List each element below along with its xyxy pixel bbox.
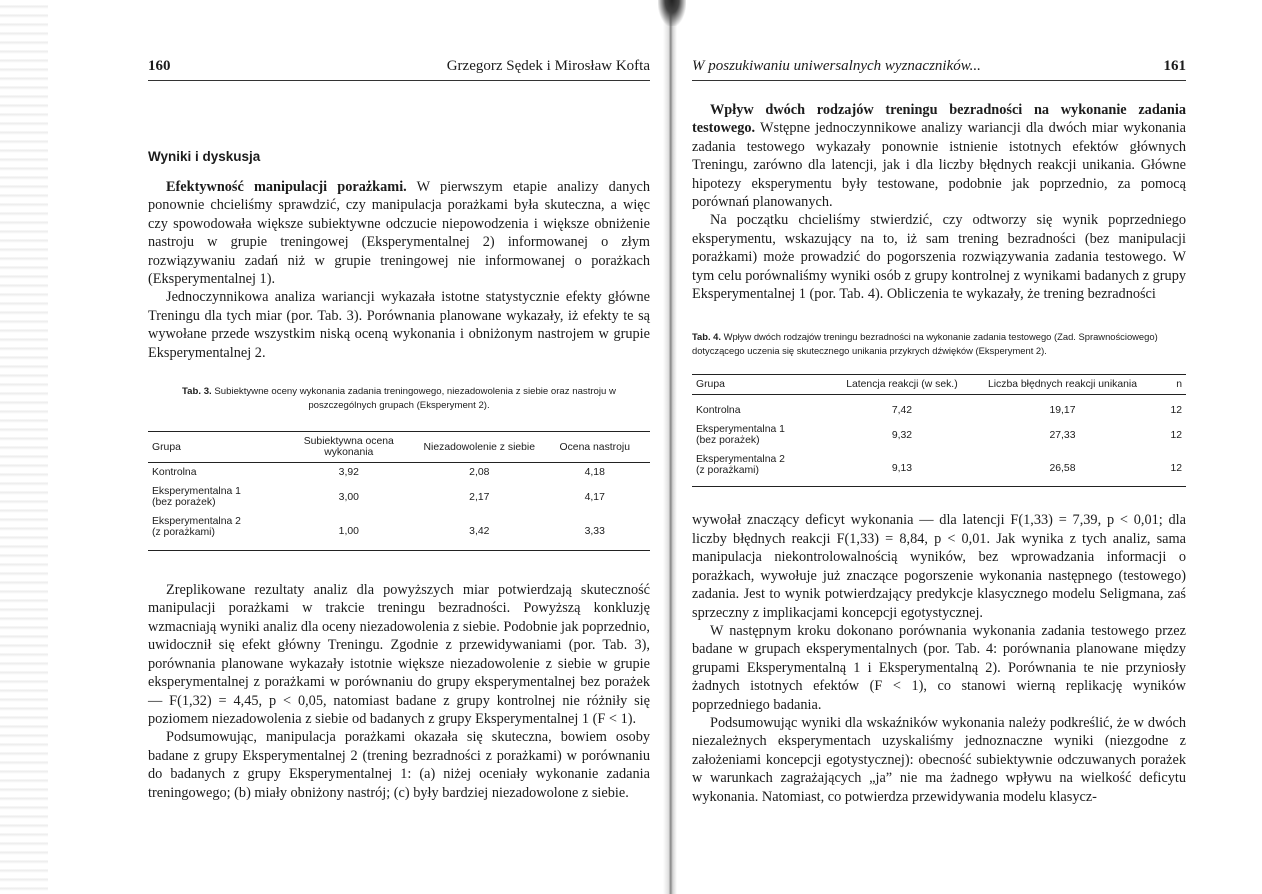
value-cell: 26,58 bbox=[1049, 462, 1076, 474]
paragraph-heading: Wpływ dwóch rodzajów treningu bezradności na wykonanie zadania testowego. bbox=[692, 102, 1186, 137]
table-header-cell: Subiektywna ocena wykonania bbox=[303, 436, 394, 459]
table-header-row bbox=[148, 432, 650, 463]
group-name: Kontrolna bbox=[152, 467, 197, 479]
group-cell bbox=[692, 420, 835, 450]
group-name: Eksperymentalna 2 bbox=[696, 454, 785, 466]
left-page bbox=[148, 58, 650, 878]
right-body-top bbox=[692, 101, 1186, 303]
group-subname: (bez porażek) bbox=[152, 497, 216, 509]
section-title: Wyniki i dyskusja bbox=[148, 149, 261, 164]
paragraph bbox=[148, 178, 650, 288]
table4-label: Tab. 4. bbox=[692, 331, 721, 343]
left-running-header bbox=[148, 58, 650, 81]
left-body-bottom bbox=[148, 581, 650, 802]
value-cell: 4,18 bbox=[584, 467, 605, 479]
table-row bbox=[148, 512, 650, 551]
scan-edge-shadow bbox=[0, 0, 48, 894]
paragraph: wywołał znaczący deficyt wykonania — dla latencji F(1,33) = 7,39, p < 0,01; dla liczby błędnych reakcji F(1,33) = 8,84, p < 0,01. Jak wynika z tych analiz, sama manipulacja niekontrolowalnością wyników, bez wprowadzania informacji o porażkach, wywołuje już znaczące pogorszenie wykonania następnego (testowego) zadania. Jest to wynik potwierdzający predykcje klasycznego modelu Seligmana, zaś sprzeczny z implikacjami koncepcji egotystycznej. bbox=[692, 512, 1186, 621]
group-subname: (z porażkami) bbox=[696, 465, 759, 477]
paragraph-heading: Efektywność manipulacji porażkami. bbox=[166, 179, 407, 195]
table-header-cell: Grupa bbox=[152, 441, 181, 453]
value-cell: 9,13 bbox=[891, 462, 913, 474]
table-row bbox=[692, 450, 1186, 487]
table-header-cell: Niezadowolenie z siebie bbox=[423, 441, 536, 453]
table-header-row bbox=[692, 375, 1186, 395]
left-running-head: Grzegorz Sędek i Mirosław Kofta bbox=[446, 58, 650, 74]
value-cell: 19,17 bbox=[1049, 405, 1076, 417]
table3 bbox=[148, 431, 650, 551]
table-row bbox=[148, 482, 650, 512]
table3-caption-text: Subiektywne oceny wykonania zadania treningowego, niezadowolenia z siebie oraz nastroju w poszczególnych grupach (Eksperyment 2). bbox=[214, 386, 616, 412]
right-body-bottom bbox=[692, 511, 1186, 806]
spine-top-shadow bbox=[658, 0, 686, 26]
value-cell: 4,17 bbox=[584, 491, 605, 503]
table-header-cell: Liczba błędnych reakcji unikania bbox=[987, 379, 1137, 391]
left-body-top bbox=[148, 178, 650, 362]
group-subname: (z porażkami) bbox=[152, 527, 215, 539]
value-cell: 2,08 bbox=[469, 467, 490, 479]
value-cell: 3,92 bbox=[338, 467, 359, 479]
paragraph: Podsumowując wyniki dla wskaźników wykonania należy podkreślić, że w dwóch niezależnych eksperymentach uzyskaliśmy jednoznaczne wyniki (niezgodne z założeniami koncepcji egotystycznej): obecność subiektywnie odczuwanych porażek w warunkach zagrażających „ja” nie ma żadnego wpływu na wielkość deficytu wykonania. Natomiast, co potwierdza przewidywania modelu klasycz- bbox=[692, 714, 1186, 805]
book-spine-shadow bbox=[663, 0, 677, 894]
group-name: Eksperymentalna 2 bbox=[152, 516, 241, 528]
value-cell: 3,00 bbox=[338, 491, 359, 503]
group-subname: (bez porażek) bbox=[696, 435, 760, 447]
table-header-cell: Grupa bbox=[696, 379, 725, 391]
left-page-number: 160 bbox=[148, 58, 171, 74]
value-cell: 12 bbox=[1170, 429, 1182, 441]
right-page-number: 161 bbox=[1163, 58, 1186, 74]
paragraph: Jednoczynnikowa analiza wariancji wykazała istotne statystycznie efekty główne Treningu dla tych miar (por. Tab. 3). Porównania planowane wykazały, iż efekty te są wywołane przede wszystkim niską oceną wykonania i obniżonym nastrojem w grupie Eksperymentalnej 2. bbox=[148, 289, 650, 361]
paragraph-text: Wstępne jednoczynnikowe analizy wariancji dla dwóch miar wykonania zadania testowego wykazały ponownie istnienie istotnych efektów głównych Treningu, zarówno dla latencji, jak i dla liczby błędnych reakcji unikania. Główne hipotezy eksperymentu były testowane, podobnie jak poprzednio, za pomocą porównań planowanych. bbox=[692, 120, 1186, 211]
table3-caption bbox=[148, 385, 650, 413]
value-cell: 12 bbox=[1170, 462, 1182, 474]
value-cell: 1,00 bbox=[338, 525, 359, 537]
right-page bbox=[692, 58, 1186, 878]
group-cell bbox=[692, 450, 835, 487]
group-cell bbox=[692, 395, 835, 421]
value-cell: 3,33 bbox=[584, 525, 605, 537]
value-cell: 3,42 bbox=[469, 525, 490, 537]
group-cell bbox=[148, 482, 279, 512]
value-cell: 9,32 bbox=[891, 429, 913, 441]
table-row bbox=[692, 395, 1186, 421]
table4-caption-text: Wpływ dwóch rodzajów treningu bezradności na wykonanie zadania testowego (Zad. Sprawnościowego) dotyczącego uczenia się skutecznego unikania przykrych dźwięków (Eksperyment 2). bbox=[692, 331, 1158, 357]
paragraph: Na początku chcieliśmy stwierdzić, czy odtworzy się wynik poprzedniego eksperymentu, wskazujący na to, iż sam trening bezradności (bez manipulacji porażkami) może prowadzić do pogorszenia rozwiązywania zadania testowego. W tym celu porównaliśmy wyniki osób z grupy kontrolnej z wynikami badanych z grupy Eksperymentalnej 1 (por. Tab. 4). Obliczenia te wykazały, że trening bezradności bbox=[692, 212, 1186, 303]
group-cell bbox=[148, 463, 279, 483]
table-row bbox=[148, 463, 650, 483]
value-cell: 27,33 bbox=[1049, 429, 1076, 441]
paragraph: Zreplikowane rezultaty analiz dla powyższych miar potwierdzają skuteczność manipulacji porażkami w trakcie treningu bezradności. Powyższą konkluzję wzmacniają wyniki analiz dla oceny niezadowolenia z siebie. Podobnie jak poprzednio, uwidocznił się efekt główny Treningu. Zgodnie z przewidywaniami (por. Tab. 3), porównania planowane wykazały istotnie większe niezadowolenie z siebie w grupie eksperymentalnej z porażkami w porównaniu do grupy eksperymentalnej bez porażek — F(1,32) = 4,45, p < 0,05, natomiast badane z grupy kontrolnej nie różniły się poziomem niezadowolenia z siebie od badanych z grupy Eksperymentalnej 1 (F < 1). bbox=[148, 582, 650, 727]
paragraph bbox=[692, 101, 1186, 211]
right-running-head: W poszukiwaniu uniwersalnych wyznaczników... bbox=[692, 58, 981, 74]
table-header-cell: Ocena nastroju bbox=[559, 441, 630, 453]
group-name: Eksperymentalna 1 bbox=[152, 486, 241, 498]
table4 bbox=[692, 374, 1186, 487]
value-cell: 2,17 bbox=[469, 491, 490, 503]
table-header-cell: n bbox=[1176, 379, 1182, 391]
paragraph: Podsumowując, manipulacja porażkami okazała się skuteczna, bowiem osoby badane z grupy Eksperymentalnej 2 (trening bezradności z porażkami) w porównaniu do badanych z grupy Eksperymentalnej 1: (a) niżej oceniały wykonanie zadania treningowego; (b) miały obniżony nastrój; (c) były bardziej niezadowolone z siebie. bbox=[148, 729, 650, 801]
group-name: Eksperymentalna 1 bbox=[696, 424, 785, 436]
table-row bbox=[692, 420, 1186, 450]
value-cell: 7,42 bbox=[891, 405, 913, 417]
group-cell bbox=[148, 512, 279, 551]
group-name: Kontrolna bbox=[696, 405, 741, 417]
table-header-cell: Latencja reakcji (w sek.) bbox=[846, 379, 958, 391]
value-cell: 12 bbox=[1170, 405, 1182, 417]
right-running-header bbox=[692, 58, 1186, 81]
paragraph-text: W pierwszym etapie analizy danych ponownie chcieliśmy sprawdzić, czy manipulacja porażkami była skuteczna, a więc czy spowodowała większe subiektywne odczucie niepowodzenia i większe obniżenie nastroju w grupie treningowej (Eksperymentalnej 2) informowanej o złym rozwiązywaniu zadań niż w grupie treningowej nie informowanej o porażkach (Eksperymentalnej 1). bbox=[148, 179, 650, 288]
table3-label: Tab. 3. bbox=[182, 386, 212, 398]
paragraph: W następnym kroku dokonano porównania wykonania zadania testowego przez badane w grupach eksperymentalnych (por. Tab. 4: porównania planowane między grupami Eksperymentalną 1 i Eksperymentalną 2). Porównania te nie przyniosły żadnych istotnych efektów (F < 1), co stanowi wierną replikację wyników poprzedniego badania. bbox=[692, 622, 1186, 713]
table4-caption bbox=[692, 330, 1186, 358]
